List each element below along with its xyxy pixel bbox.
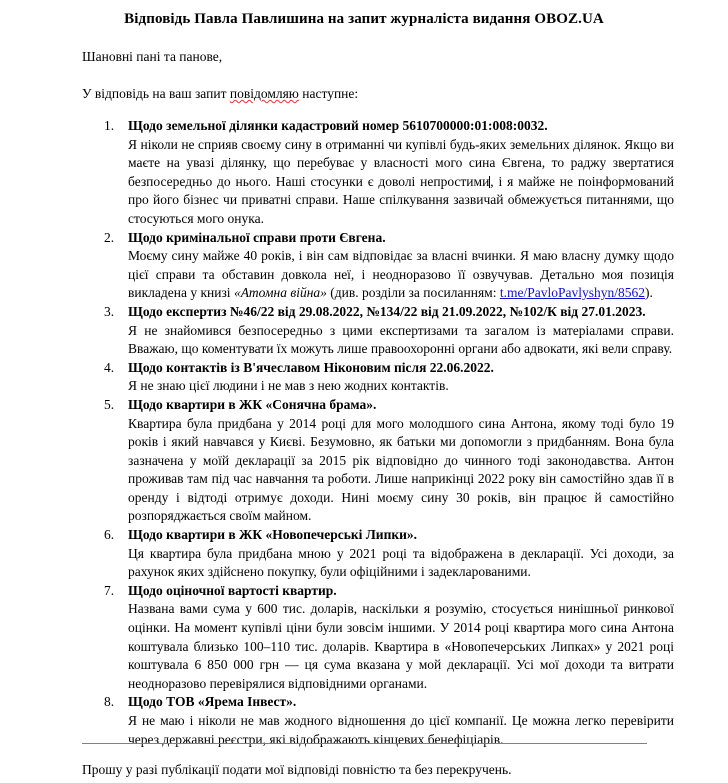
item-heading: Щодо оціночної вартості квартир.: [128, 582, 337, 598]
intro-paragraph: [0, 66, 728, 103]
list-item: [0, 229, 728, 303]
item-body: Я не знаю цієї людини і не мав з нею жодних контактів.: [128, 378, 449, 394]
item-body: Квартира була придбана у 2014 році для мого молодшого сина Антона, якому тоді було 19 років і який навчався у Києві. Безумовно, як батьки ми допомогли з придбанням. Вона була зазначена у моїй декларації за 2015 рік відповідно до чинного тоді законодавства. Антон проживав там під час навчання та роботи. Лише наприкінці 2022 року він самостійно здав її в оренду і відтоді отримує доходи. Нині моєму сину 30 років, він працює й самостійно розпоряджається своїм майном.: [128, 415, 674, 524]
item-heading: Щодо контактів із В'ячеславом Ніконовим після 22.06.2022.: [128, 359, 494, 375]
list-item: [0, 693, 728, 749]
item-body: [128, 247, 674, 303]
list-item: [0, 359, 728, 396]
list-item: [0, 303, 728, 359]
item-body: [128, 136, 674, 229]
item-heading: Щодо кримінальної справи проти Євгена.: [128, 229, 386, 245]
item-body-segment: (див. розділи за посиланням:: [326, 285, 500, 301]
intro-text-before: У відповідь на ваш запит: [82, 86, 230, 101]
list-item: [0, 117, 728, 229]
greeting-paragraph: [0, 28, 728, 66]
page-title: Відповідь Павла Павлишина на запит журналіста видання OBOZ.UA: [124, 11, 604, 27]
closing-paragraph: Прошу у разі публікації подати мої відповіді повністю та без перекручень.: [82, 762, 512, 777]
intro-text-after: наступне:: [298, 86, 359, 101]
item-body-segment: Я ніколи не сприяв своєму сину в отриманні чи купівлі будь-яких земельних ділянок. Якщо ви маєте на увазі ділянку, що перебуває у власності мого сина Євгена, то раджу звертатися безпосередньо до нього. Наші стосунки є доволі непростими: [128, 136, 674, 189]
item-body-segment: ).: [644, 285, 653, 301]
item-heading: Щодо квартири в ЖК «Сонячна брама».: [128, 396, 377, 412]
item-heading: Щодо квартири в ЖК «Новопечерські Липки».: [128, 527, 418, 543]
item-body: Я не знайомився безпосередньо з цими експертизами та загалом із матеріалами справи. Вважаю, що коментувати їх можуть лише правоохоронні органи або адвокати, які вели справу.: [128, 322, 674, 357]
list-item: [0, 396, 728, 526]
item-body: Ця квартира була придбана мною у 2021 році та відображена в декларації. Усі доходи, за рахунок яких здійснено покупку, були офіційними і задекларованими.: [128, 545, 674, 580]
book-title: «Атомна війна»: [233, 285, 327, 301]
item-body: Названа вами сума у 600 тис. доларів, наскільки я розумію, стосується нинішньої ринкової оцінки. На момент купівлі ціни були зовсім іншими. У 2014 році квартира мого сина Антона коштувала близько 100–110 тис. доларів. Квартира в «Новопечерських Липках» у 2021 році коштувала 6 850 000 грн — ця сума вказана у мой декларації. Усі мої доходи та витрати неодноразово перевірялися відповідними органами.: [128, 601, 674, 691]
item-body: Я не маю і ніколи не мав жодного відношення до цієї компанії. Це можна легко перевірити через державні реєстри, які відображають кінцевих бенефіціарів.: [128, 713, 674, 747]
list-item: [0, 582, 728, 694]
item-heading: Щодо експертиз №46/22 від 29.08.2022, №134/22 від 21.09.2022, №102/К від 27.01.2023.: [128, 303, 646, 319]
spellcheck-word: повідомляю: [229, 86, 299, 101]
list-item: [0, 526, 728, 582]
item-heading: Щодо земельної ділянки кадастровий номер 5610700000:01:008:0032.: [128, 118, 548, 133]
item-body-segment: , і я майже не поінформований про його бізнес чи приватні справи. Наше спілкування зазвичай обмежується питаннями, що стосуються мого онука.: [128, 173, 674, 226]
telegram-link[interactable]: t.me/PavloPavlyshyn/8562: [499, 285, 645, 301]
item-heading: Щодо ТОВ «Ярема Інвест».: [128, 694, 297, 710]
greeting-text: Шановні пані та панове,: [82, 49, 223, 64]
page-break-rule: [82, 743, 647, 744]
item-body-segment: Моєму сину майже 40 років, і він сам відповідає за власні вчинки. Я маю власну думку щодо цієї справи та обставин довкола неї, і неодноразово її озвучував. Детально моя позиція викладена у книзі: [128, 248, 674, 301]
numbered-answer-list: [0, 103, 728, 749]
